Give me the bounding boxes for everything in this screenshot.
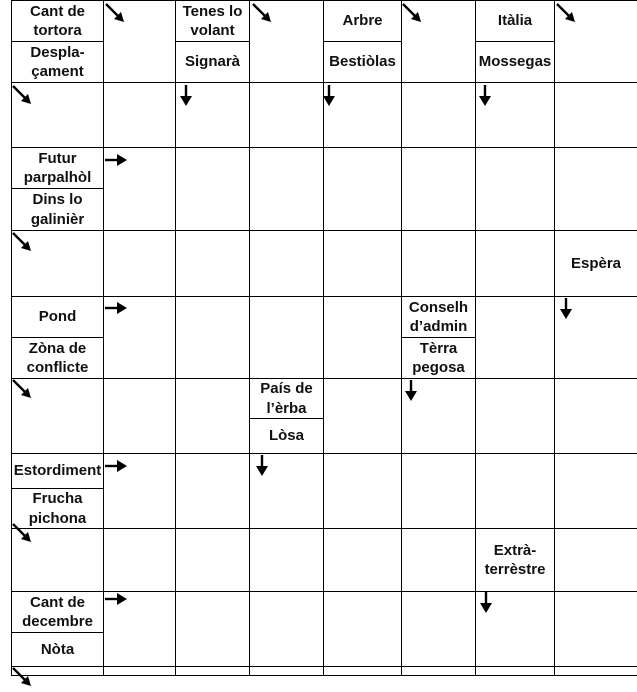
diagonal-arrow-icon [11, 84, 37, 110]
answer-cell[interactable] [175, 378, 250, 454]
answer-cell[interactable] [401, 453, 476, 529]
down-arrow-icon [320, 84, 346, 110]
answer-cell[interactable] [554, 528, 637, 592]
clue-c21: Cant de decembre [11, 591, 104, 633]
down-arrow-icon [253, 454, 279, 480]
clue-c7: Itàlia [475, 0, 555, 42]
clue-c10: Dins lo galinièr [11, 188, 104, 231]
answer-cell[interactable] [175, 230, 250, 297]
answer-cell[interactable] [323, 453, 402, 529]
diagonal-arrow-icon [11, 231, 37, 257]
right-arrow-icon [104, 296, 130, 322]
answer-cell[interactable] [554, 378, 637, 454]
answer-cell[interactable] [175, 528, 250, 592]
answer-cell[interactable] [103, 528, 176, 592]
answer-cell[interactable] [175, 147, 250, 231]
answer-cell[interactable] [475, 230, 555, 297]
clue-c3: Tenes lo volant [175, 0, 250, 42]
right-arrow-icon [104, 454, 130, 480]
clue-c22: Nòta [11, 632, 104, 667]
answer-cell[interactable] [475, 296, 555, 379]
right-arrow-icon [104, 148, 130, 174]
clue-c17: Lòsa [249, 418, 324, 454]
down-arrow-icon [557, 297, 583, 323]
answer-cell[interactable] [175, 591, 250, 667]
answer-cell[interactable] [103, 82, 176, 148]
diagonal-arrow-icon [251, 2, 277, 28]
clue-c20: Extrà-terrèstre [475, 528, 555, 592]
clue-c2: Despla-çament [11, 41, 104, 83]
answer-cell[interactable] [103, 378, 176, 454]
answer-cell[interactable] [554, 453, 637, 529]
clue-c18: Estordiment [11, 453, 104, 489]
diagonal-arrow-icon [11, 666, 37, 692]
answer-cell[interactable] [249, 591, 324, 667]
answer-cell[interactable] [249, 230, 324, 297]
answer-cell[interactable] [554, 147, 637, 231]
answer-cell[interactable] [323, 296, 402, 379]
answer-cell[interactable] [323, 591, 402, 667]
answer-cell[interactable] [401, 147, 476, 231]
clue-c4: Signarà [175, 41, 250, 83]
answer-cell[interactable] [249, 296, 324, 379]
answer-cell[interactable] [554, 591, 637, 667]
answer-cell[interactable] [323, 147, 402, 231]
answer-cell[interactable] [401, 82, 476, 148]
answer-cell[interactable] [175, 296, 250, 379]
clue-c14: Conselh d’admin [401, 296, 476, 338]
answer-cell[interactable] [475, 453, 555, 529]
down-arrow-icon [177, 84, 203, 110]
clue-c12: Pond [11, 296, 104, 338]
diagonal-arrow-icon [555, 2, 581, 28]
diagonal-arrow-icon [11, 378, 37, 404]
answer-cell[interactable] [401, 230, 476, 297]
answer-cell[interactable] [323, 230, 402, 297]
answer-cell[interactable] [249, 147, 324, 231]
diagonal-arrow-icon [104, 2, 130, 28]
clue-c9: Futur parpalhòl [11, 147, 104, 189]
clue-c8: Mossegas [475, 41, 555, 83]
answer-cell[interactable] [475, 378, 555, 454]
clue-c16: País de l’èrba [249, 378, 324, 419]
answer-cell[interactable] [249, 528, 324, 592]
right-arrow-icon [104, 587, 130, 613]
answer-cell[interactable] [175, 453, 250, 529]
diagonal-arrow-icon [11, 522, 37, 548]
answer-cell[interactable] [249, 82, 324, 148]
answer-cell[interactable] [475, 147, 555, 231]
clue-c1: Cant de tortora [11, 0, 104, 42]
clue-c6: Bestiòlas [323, 41, 402, 83]
down-arrow-icon [477, 591, 503, 617]
clue-c11: Espèra [554, 230, 637, 297]
answer-cell[interactable] [323, 378, 402, 454]
answer-cell[interactable] [103, 230, 176, 297]
diagonal-arrow-icon [401, 2, 427, 28]
down-arrow-icon [402, 379, 428, 405]
down-arrow-icon [476, 84, 502, 110]
answer-cell[interactable] [554, 82, 637, 148]
answer-cell[interactable] [401, 591, 476, 667]
clue-c15: Tèrra pegosa [401, 337, 476, 379]
clue-c5: Arbre [323, 0, 402, 42]
answer-cell[interactable] [401, 528, 476, 592]
clue-c19: Frucha pichona [11, 488, 104, 529]
clue-c13: Zòna de conflicte [11, 337, 104, 379]
answer-cell[interactable] [323, 528, 402, 592]
